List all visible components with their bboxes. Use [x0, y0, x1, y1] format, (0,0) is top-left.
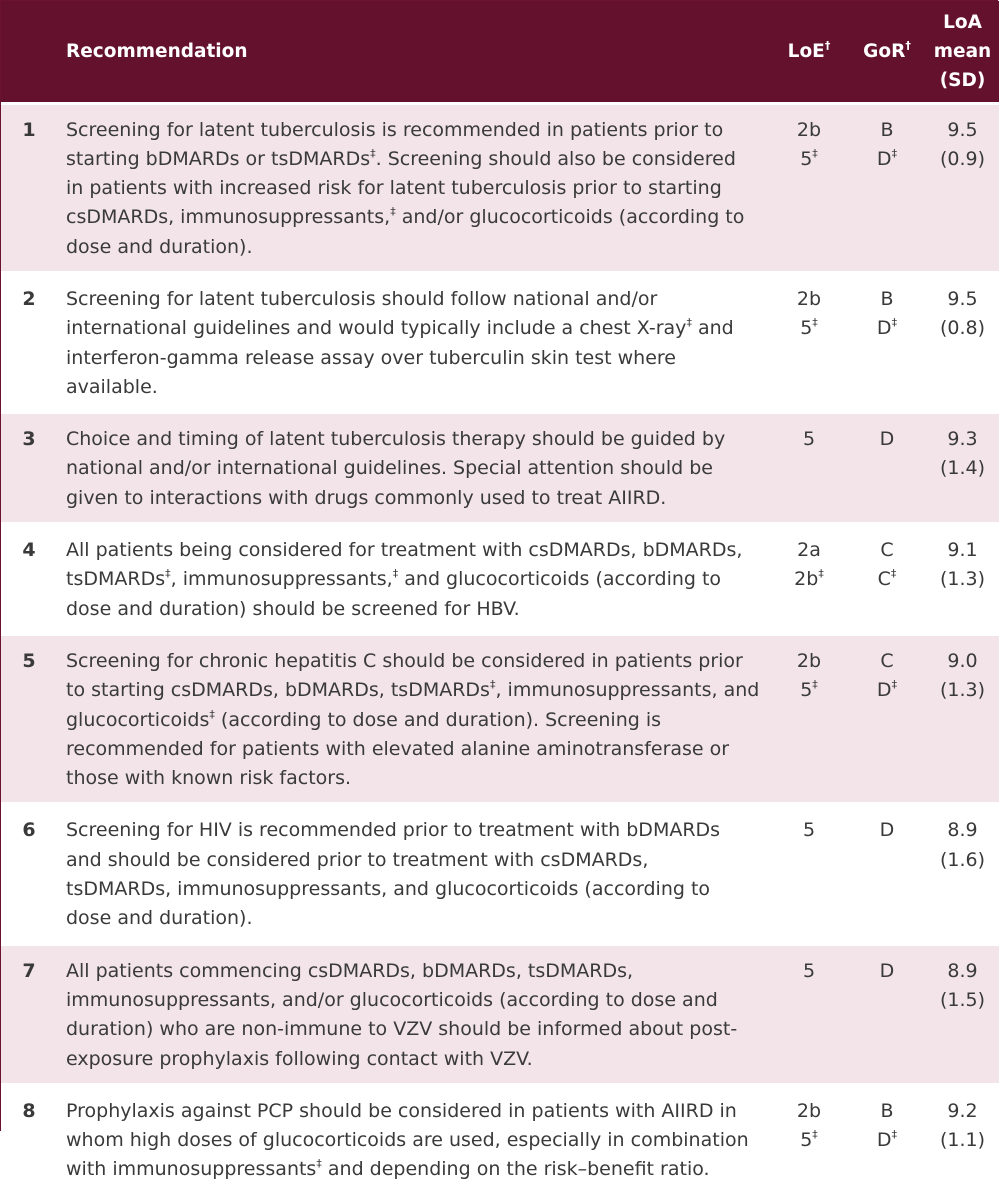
recommendation-text — [57, 944, 770, 1084]
recommendation-text — [57, 413, 770, 524]
gor-value: B — [880, 1099, 894, 1122]
recommendation-line — [66, 1155, 764, 1184]
loe-cell — [770, 634, 848, 803]
text-segment: dose and duration). — [66, 235, 253, 258]
text-segment: All patients commencing csDMARDs, bDMARDs, tsDMARDs, — [66, 959, 634, 982]
text-segment: and depending on the risk–benefit ratio. — [321, 1158, 710, 1181]
footnote-marker: ‡ — [812, 678, 818, 692]
text-segment: , immunosuppressants, and — [495, 679, 760, 702]
recommendation-line — [66, 116, 764, 145]
recommendation-line — [66, 816, 764, 845]
gor-value: D — [879, 819, 895, 842]
recommendation-line — [66, 986, 764, 1015]
footnote-marker: ‡ — [891, 678, 898, 692]
table-row — [1, 103, 999, 272]
recommendation-line — [66, 1097, 764, 1126]
recommendation-line — [66, 233, 764, 262]
gor-value: D — [879, 428, 895, 451]
loa-sd: (0.8) — [939, 317, 986, 340]
row-number: 3 — [22, 428, 36, 451]
loa-sd: (1.3) — [939, 679, 986, 702]
gor-cell — [848, 1084, 926, 1193]
table-row — [1, 944, 999, 1084]
footnote-marker: ‡ — [686, 316, 692, 330]
gor-value: D — [876, 147, 892, 170]
text-segment: Prophylaxis against PCP should be considered in patients with AIIRD in — [66, 1099, 737, 1122]
text-segment: tsDMARDs — [66, 568, 166, 591]
loe-value: 5 — [802, 819, 816, 842]
text-segment: dose and duration) should be screened for HBV. — [66, 597, 520, 620]
text-segment: Choice and timing of latent tuberculosis therapy should be guided by — [66, 428, 726, 451]
recommendation-line — [66, 764, 764, 793]
loe-value: 2b — [796, 1099, 822, 1122]
loa-mean: 9.1 — [947, 539, 978, 562]
gor-cell — [848, 634, 926, 803]
gor-cell — [848, 413, 926, 524]
gor-value: C — [880, 649, 894, 672]
footnote-marker: ‡ — [370, 146, 376, 160]
text-segment: recommended for patients with elevated alanine aminotransferase or — [66, 737, 730, 760]
recommendation-line — [66, 174, 764, 203]
text-segment: Screening for latent tuberculosis is recommended in patients prior to — [66, 118, 724, 141]
text-segment: , immunosuppressants, — [170, 568, 393, 591]
text-segment: given to interactions with drugs commonly used to treat AIIRD. — [66, 486, 667, 509]
table-body — [1, 103, 999, 1194]
recommendation-line — [66, 484, 764, 513]
loe-value: 2b — [794, 568, 819, 591]
loa-sd: (1.5) — [939, 988, 986, 1011]
recommendation-line — [66, 145, 764, 174]
loa-mean: 9.5 — [947, 118, 978, 141]
recommendation-text — [57, 804, 770, 944]
gor-value: C — [877, 568, 891, 591]
table-row — [1, 413, 999, 524]
loe-value: 5 — [802, 428, 816, 451]
table-header-row — [1, 1, 999, 103]
recommendation-line — [66, 595, 764, 624]
gor-value: B — [880, 287, 894, 310]
text-segment: . Screening should also be considered — [375, 147, 736, 170]
text-segment: interferon-gamma release assay over tuberculin skin test where — [66, 346, 676, 369]
footnote-marker: ‡ — [818, 567, 824, 581]
text-segment: All patients being considered for treatment with csDMARDs, bDMARDs, — [66, 539, 743, 562]
loa-cell — [926, 804, 999, 944]
header-recommendation: Recommendation — [66, 40, 248, 62]
loa-sd: (1.4) — [939, 457, 986, 480]
footnote-marker: ‡ — [891, 316, 898, 330]
recommendation-line — [66, 875, 764, 904]
loa-cell — [926, 1084, 999, 1193]
header-gor: GoR† — [863, 38, 911, 62]
text-segment: those with known risk factors. — [66, 767, 352, 790]
loe-value: 2b — [796, 649, 822, 672]
loa-cell — [926, 524, 999, 635]
loe-value: 2b — [796, 287, 822, 310]
loa-cell — [926, 272, 999, 412]
recommendation-text — [57, 103, 770, 272]
loe-value: 5 — [800, 147, 813, 170]
row-number: 6 — [22, 819, 36, 842]
recommendations-table — [1, 1, 999, 1194]
loa-mean: 9.3 — [947, 428, 978, 451]
loa-sd: (1.3) — [939, 568, 986, 591]
gor-value: C — [880, 539, 894, 562]
loe-cell — [770, 413, 848, 524]
recommendation-line — [66, 1126, 764, 1155]
row-number: 5 — [22, 649, 36, 672]
text-segment: and/or glucocorticoids (according to — [395, 206, 745, 229]
recommendation-line — [66, 344, 764, 373]
recommendation-line — [66, 846, 764, 875]
loa-sd: (0.9) — [939, 147, 986, 170]
footnote-marker: ‡ — [891, 1128, 898, 1142]
recommendation-line — [66, 425, 764, 454]
table-row — [1, 634, 999, 803]
row-number: 2 — [22, 287, 36, 310]
loe-cell — [770, 944, 848, 1084]
recommendation-line — [66, 1015, 764, 1044]
gor-value: B — [880, 118, 894, 141]
recommendation-line — [66, 454, 764, 483]
table-row — [1, 804, 999, 944]
loe-cell — [770, 272, 848, 412]
recommendation-line — [66, 203, 764, 232]
text-segment: whom high doses of glucocorticoids are used, especially in combination — [66, 1129, 749, 1152]
loe-cell — [770, 804, 848, 944]
gor-value: D — [876, 317, 892, 340]
footnote-marker: ‡ — [390, 205, 396, 219]
loe-value: 2b — [796, 118, 822, 141]
recommendation-line — [66, 676, 764, 705]
text-segment: international guidelines and would typically include a chest X-ray — [66, 317, 687, 340]
loa-sd: (1.1) — [939, 1129, 986, 1152]
text-segment: Screening for latent tuberculosis should follow national and/or — [66, 287, 658, 310]
loa-cell — [926, 103, 999, 272]
footnote-marker: ‡ — [209, 707, 215, 721]
text-segment: csDMARDs, immunosuppressants, — [66, 206, 391, 229]
recommendation-text — [57, 634, 770, 803]
recommendation-text — [57, 1084, 770, 1193]
loa-cell — [926, 413, 999, 524]
gor-value: D — [876, 1129, 892, 1152]
loe-value: 5 — [800, 679, 813, 702]
text-segment: national and/or international guidelines. Special attention should be — [66, 457, 713, 480]
row-number: 8 — [22, 1099, 36, 1122]
gor-cell — [848, 944, 926, 1084]
gor-cell — [848, 103, 926, 272]
recommendation-line — [66, 536, 764, 565]
text-segment: in patients with increased risk for latent tuberculosis prior to starting — [66, 177, 722, 200]
row-number: 7 — [22, 959, 36, 982]
loa-cell — [926, 634, 999, 803]
recommendation-line — [66, 904, 764, 933]
loe-value: 2a — [797, 539, 821, 562]
gor-cell — [848, 804, 926, 944]
text-segment: exposure prophylaxis following contact with VZV. — [66, 1047, 533, 1070]
text-segment: Screening for HIV is recommended prior to treatment with bDMARDs — [66, 819, 721, 842]
text-segment: tsDMARDs, immunosuppressants, and glucocorticoids (according to — [66, 878, 711, 901]
recommendation-text — [57, 272, 770, 412]
footnote-marker: ‡ — [165, 567, 171, 581]
gor-cell — [848, 524, 926, 635]
loa-mean: 9.0 — [947, 649, 978, 672]
loa-mean: 8.9 — [947, 959, 978, 982]
loa-sd: (1.6) — [939, 848, 986, 871]
recommendation-line — [66, 285, 764, 314]
gor-value: D — [879, 959, 895, 982]
recommendation-line — [66, 957, 764, 986]
footnote-marker: ‡ — [489, 678, 496, 692]
table-row — [1, 1084, 999, 1193]
loa-mean: 8.9 — [947, 819, 978, 842]
row-number: 1 — [22, 118, 36, 141]
row-number: 4 — [22, 539, 36, 562]
table-row — [1, 272, 999, 412]
text-segment: Screening for chronic hepatitis C should be considered in patients prior — [66, 649, 743, 672]
text-segment: and glucocorticoids (according to — [398, 568, 722, 591]
table-row — [1, 524, 999, 635]
text-segment: and — [691, 317, 734, 340]
text-segment: with immunosuppressants — [66, 1158, 317, 1181]
text-segment: immunosuppressants, and/or glucocorticoids (according to dose and — [66, 988, 718, 1011]
loe-cell — [770, 1084, 848, 1193]
footnote-marker: ‡ — [891, 146, 898, 160]
recommendation-line — [66, 373, 764, 402]
recommendation-line — [66, 565, 764, 594]
gor-value: D — [876, 679, 892, 702]
recommendation-line — [66, 706, 764, 735]
loe-value: 5 — [800, 1129, 813, 1152]
recommendation-line — [66, 735, 764, 764]
text-segment: available. — [66, 375, 158, 398]
footnote-marker: ‡ — [812, 1128, 818, 1142]
text-segment: (according to dose and duration). Screening is — [214, 708, 662, 731]
header-loe: LoE† — [787, 38, 831, 62]
loa-cell — [926, 944, 999, 1084]
loa-mean: 9.2 — [947, 1099, 978, 1122]
recommendation-text — [57, 524, 770, 635]
loe-cell — [770, 103, 848, 272]
text-segment: dose and duration). — [66, 907, 253, 930]
loe-value: 5 — [800, 317, 813, 340]
text-segment: and should be considered prior to treatment with csDMARDs, — [66, 848, 649, 871]
footnote-marker: ‡ — [392, 567, 399, 581]
loe-value: 5 — [802, 959, 816, 982]
recommendation-line — [66, 314, 764, 343]
header-loa: LoA mean (SD) — [933, 11, 992, 91]
text-segment: duration) who are non-immune to VZV should be informed about post- — [66, 1018, 738, 1041]
recommendation-line — [66, 1045, 764, 1074]
loa-mean: 9.5 — [947, 287, 978, 310]
footnote-marker: ‡ — [812, 316, 818, 330]
loe-cell — [770, 524, 848, 635]
text-segment: starting bDMARDs or tsDMARDs — [66, 147, 371, 170]
gor-cell — [848, 272, 926, 412]
text-segment: glucocorticoids — [66, 708, 210, 731]
text-segment: to starting csDMARDs, bDMARDs, tsDMARDs — [66, 679, 490, 702]
header-number — [1, 1, 57, 103]
recommendation-line — [66, 647, 764, 676]
footnote-marker: ‡ — [812, 146, 818, 160]
footnote-marker: ‡ — [316, 1157, 322, 1171]
footnote-marker: ‡ — [890, 567, 897, 581]
